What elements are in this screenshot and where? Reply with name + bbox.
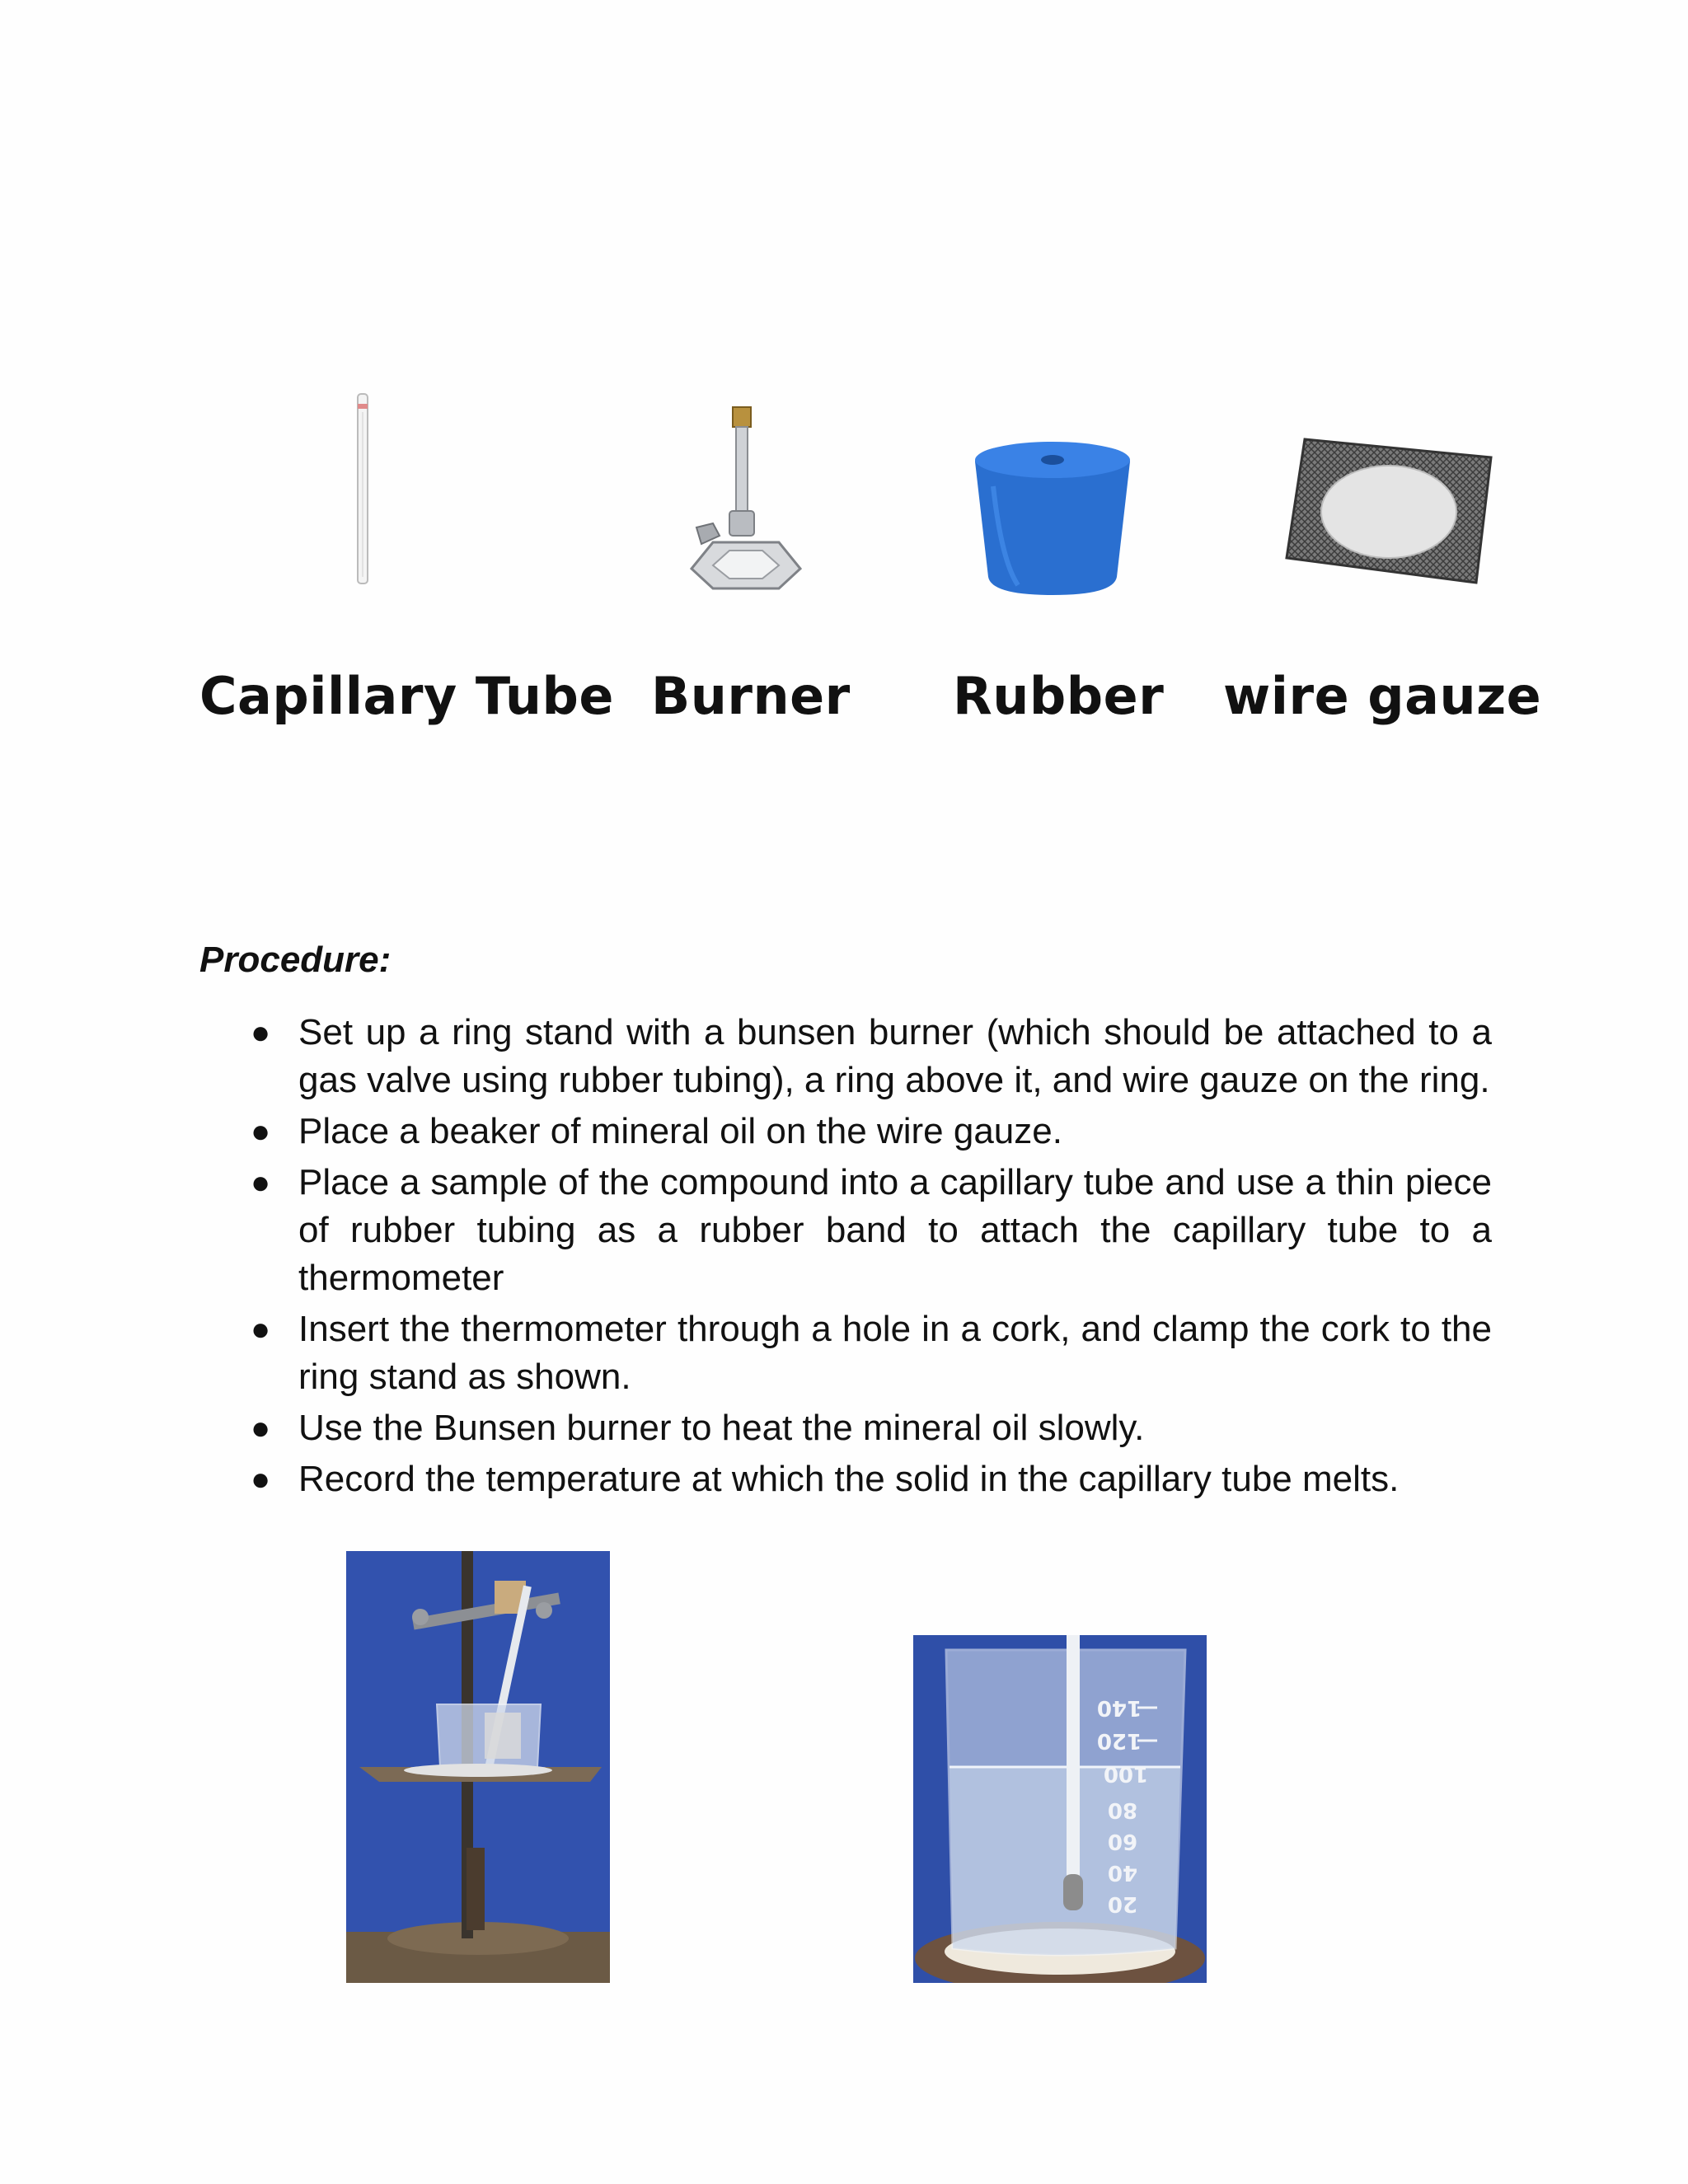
bullet-icon: ● (251, 1311, 271, 1347)
list-item (239, 1009, 1492, 1104)
label-burner: Burner (651, 666, 851, 726)
bullet-icon: ● (251, 1165, 271, 1201)
bunsen-burner-icon (680, 404, 812, 593)
list-item (239, 1108, 1492, 1155)
wire-gauze-icon (1282, 433, 1496, 589)
capillary-tube-icon (346, 387, 379, 593)
list-item (239, 1455, 1492, 1503)
procedure-heading: Procedure: (199, 940, 392, 980)
step-text: Set up a ring stand with a bunsen burner (which should be attached to a gas valve using rubber tubing), a ring above it, and wire gauze on the ring. (298, 1012, 1492, 1100)
list-item (239, 1305, 1492, 1401)
step-text: Insert the thermometer through a hole in a cork, and clamp the cork to the ring stand as shown. (298, 1309, 1492, 1397)
scale-label: 100 (1103, 1761, 1149, 1786)
beaker-closeup-photo (913, 1635, 1207, 1983)
scale-label: 80 (1107, 1797, 1138, 1822)
ring-stand-photo (346, 1551, 610, 1983)
scale-label: 60 (1107, 1829, 1138, 1854)
label-capillary-tube: Capillary Tube (199, 666, 614, 726)
scale-label: 120 (1096, 1728, 1142, 1753)
bullet-icon: ● (251, 1410, 271, 1446)
step-text: Record the temperature at which the solid in the capillary tube melts. (298, 1459, 1400, 1499)
bullet-icon: ● (251, 1113, 271, 1150)
rubber-stopper-icon (968, 437, 1137, 602)
label-wire-gauze: wire gauze (1223, 666, 1542, 726)
step-text: Use the Bunsen burner to heat the mineral oil slowly. (298, 1408, 1145, 1448)
list-item (239, 1159, 1492, 1302)
bullet-icon: ● (251, 1461, 271, 1497)
procedure-list (239, 1009, 1492, 1507)
step-text: Place a beaker of mineral oil on the wire gauze. (298, 1111, 1062, 1151)
scale-label: 140 (1096, 1695, 1142, 1720)
scale-label: 20 (1107, 1891, 1138, 1916)
scale-label: 40 (1107, 1860, 1138, 1885)
bullet-icon: ● (251, 1015, 271, 1051)
list-item (239, 1404, 1492, 1452)
label-rubber: Rubber (953, 666, 1165, 726)
step-text: Place a sample of the compound into a capillary tube and use a thin piece of rubber tubing as a rubber band to attach the capillary tube to a thermometer (298, 1162, 1492, 1298)
